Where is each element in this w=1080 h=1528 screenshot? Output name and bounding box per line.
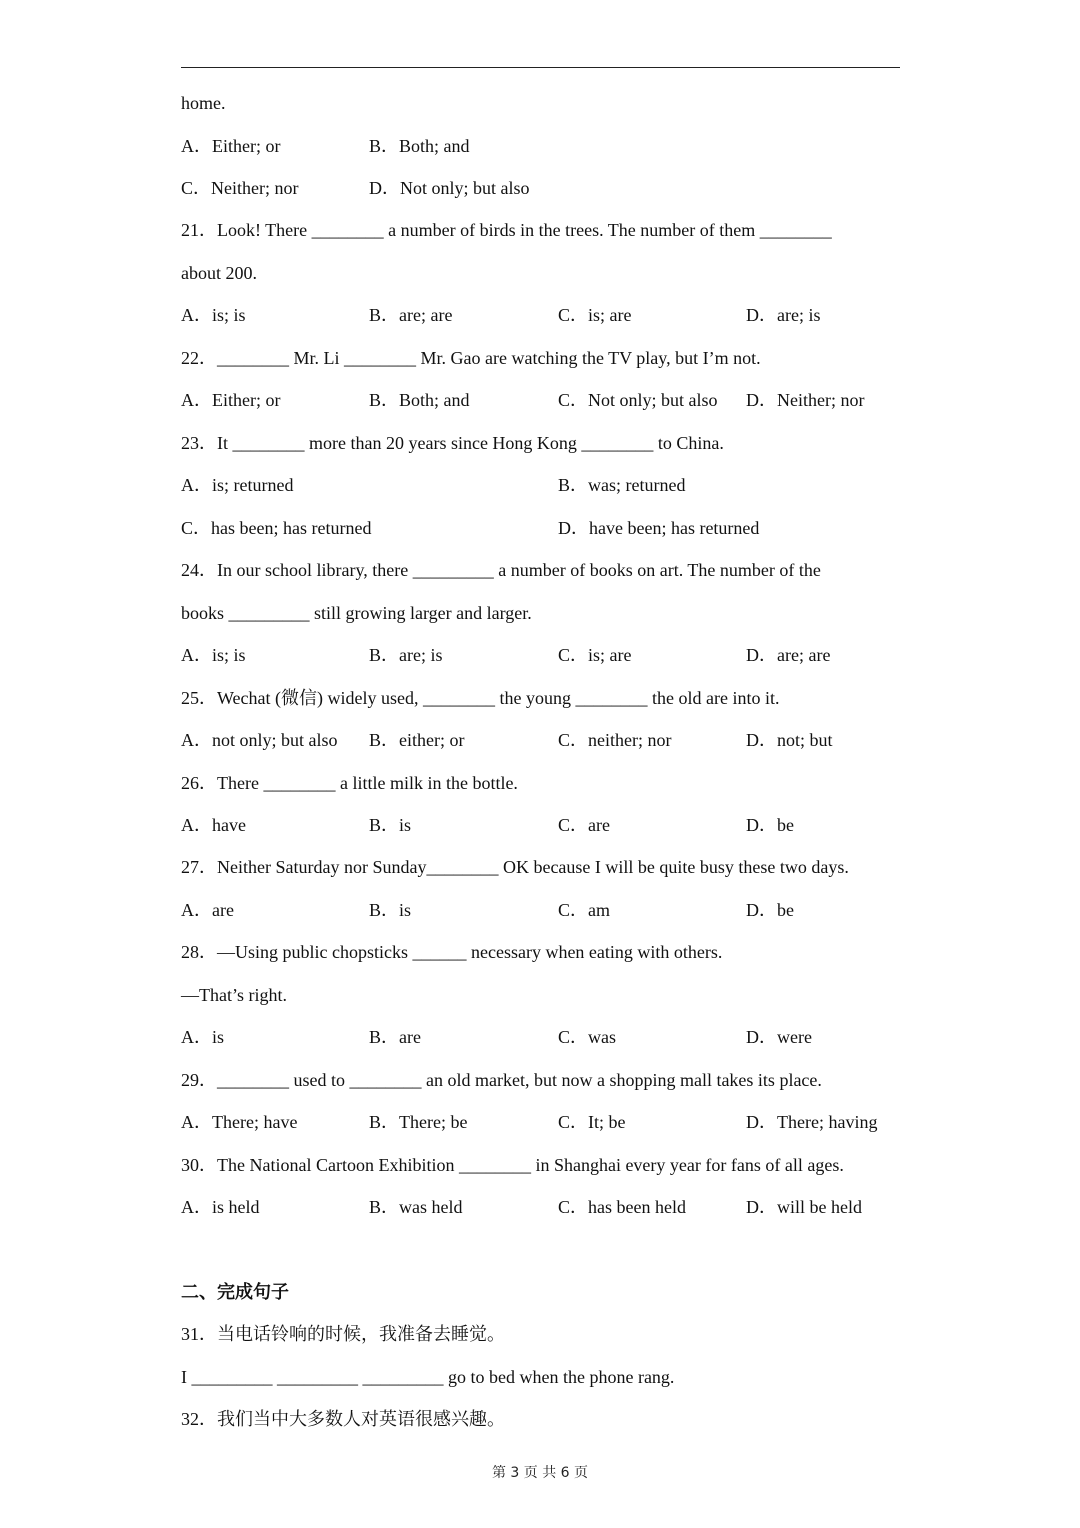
option-c: C．has been; has returned (181, 518, 372, 538)
option-c: C．was (558, 1027, 616, 1047)
question-31-sentence: I _________ _________ _________ go to bed when the phone rang. (181, 1367, 675, 1387)
option-a: A．not only; but also (181, 730, 338, 750)
option-b: B．are; are (369, 305, 453, 325)
option-a: A．Either; or (181, 136, 281, 156)
question-24-text-cont: books _________ still growing larger and larger. (181, 603, 532, 623)
option-c: C．am (558, 900, 610, 920)
option-c: C．Not only; but also (558, 390, 718, 410)
option-c: C．are (558, 815, 610, 835)
question-21-text: 21．Look! There ________ a number of birds in the trees. The number of them ________ (181, 220, 832, 240)
option-d: D．not; but (746, 730, 833, 750)
option-d: D．be (746, 815, 794, 835)
question-27-options (181, 898, 900, 922)
option-d: D．have been; has returned (558, 518, 760, 538)
header-rule (181, 67, 900, 68)
option-a: A．is (181, 1027, 225, 1047)
page-number: 第 3 页 共 6 页 (491, 1465, 589, 1481)
question-22-options (181, 388, 900, 412)
option-c: C．has been held (558, 1197, 686, 1217)
question-28-options (181, 1025, 900, 1049)
question-26-options (181, 813, 900, 837)
question-27-text: 27．Neither Saturday nor Sunday________ OK because I will be quite busy these two days. (181, 857, 849, 877)
question-26-text: 26．There ________ a little milk in the bottle. (181, 773, 518, 793)
option-d: D．Neither; nor (746, 390, 865, 410)
option-a: A．is; returned (181, 475, 294, 495)
question-30-options (181, 1195, 900, 1219)
question-25-text: 25．Wechat (微信) widely used, ________ the young ________ the old are into it. (181, 688, 780, 708)
question-29-options (181, 1110, 900, 1134)
option-d: D．There; having (746, 1112, 878, 1132)
option-b: B．are (369, 1027, 421, 1047)
question-25-options (181, 728, 900, 752)
option-c: C．Neither; nor (181, 178, 299, 198)
option-d: D．Not only; but also (369, 178, 530, 198)
option-b: B．either; or (369, 730, 465, 750)
question-29-text: 29．________ used to ________ an old market, but now a shopping mall takes its place. (181, 1070, 822, 1090)
question-28-reply: —That’s right. (181, 985, 287, 1005)
option-b: B．is (369, 815, 412, 835)
option-a: A．is; is (181, 305, 246, 325)
option-b: B．was held (369, 1197, 463, 1217)
option-d: D．are; are (746, 645, 831, 665)
option-a: A．are (181, 900, 234, 920)
question-23-options-row2 (181, 516, 900, 540)
option-c: C．It; be (558, 1112, 626, 1132)
option-a: A．There; have (181, 1112, 298, 1132)
option-c: C．is; are (558, 305, 632, 325)
option-a: A．is; is (181, 645, 246, 665)
question-22-text: 22．________ Mr. Li ________ Mr. Gao are watching the TV play, but I’m not. (181, 348, 761, 368)
question-31-prompt: 31．当电话铃响的时候，我准备去睡觉。 (181, 1324, 505, 1344)
option-d: D．are; is (746, 305, 821, 325)
section-heading: 二、完成句子 (181, 1282, 289, 1302)
question-28-text: 28．—Using public chopsticks ______ necessary when eating with others. (181, 942, 723, 962)
option-a: A．Either; or (181, 390, 281, 410)
option-a: A．is held (181, 1197, 260, 1217)
option-b: B．are; is (369, 645, 443, 665)
option-d: D．be (746, 900, 794, 920)
question-32-prompt: 32．我们当中大多数人对英语很感兴趣。 (181, 1409, 505, 1429)
option-a: A．have (181, 815, 246, 835)
question-23-text: 23．It ________ more than 20 years since Hong Kong ________ to China. (181, 433, 724, 453)
option-c: C．is; are (558, 645, 632, 665)
option-b: B．Both; and (369, 390, 470, 410)
option-b: B．is (369, 900, 412, 920)
prev-question-options-row2 (181, 176, 900, 200)
option-c: C．neither; nor (558, 730, 672, 750)
question-24-text: 24．In our school library, there _________ a number of books on art. The number of the (181, 560, 821, 580)
question-21-options (181, 303, 900, 327)
question-24-options (181, 643, 900, 667)
option-b: B．Both; and (369, 136, 470, 156)
question-23-options-row1 (181, 473, 900, 497)
question-30-text: 30．The National Cartoon Exhibition ________ in Shanghai every year for fans of all ages. (181, 1155, 844, 1175)
question-21-text-cont: about 200. (181, 263, 257, 283)
option-d: D．will be held (746, 1197, 862, 1217)
prev-question-options-row1 (181, 134, 900, 158)
option-d: D．were (746, 1027, 812, 1047)
prev-question-tail: home. (181, 93, 226, 113)
option-b: B．There; be (369, 1112, 468, 1132)
option-b: B．was; returned (558, 475, 686, 495)
